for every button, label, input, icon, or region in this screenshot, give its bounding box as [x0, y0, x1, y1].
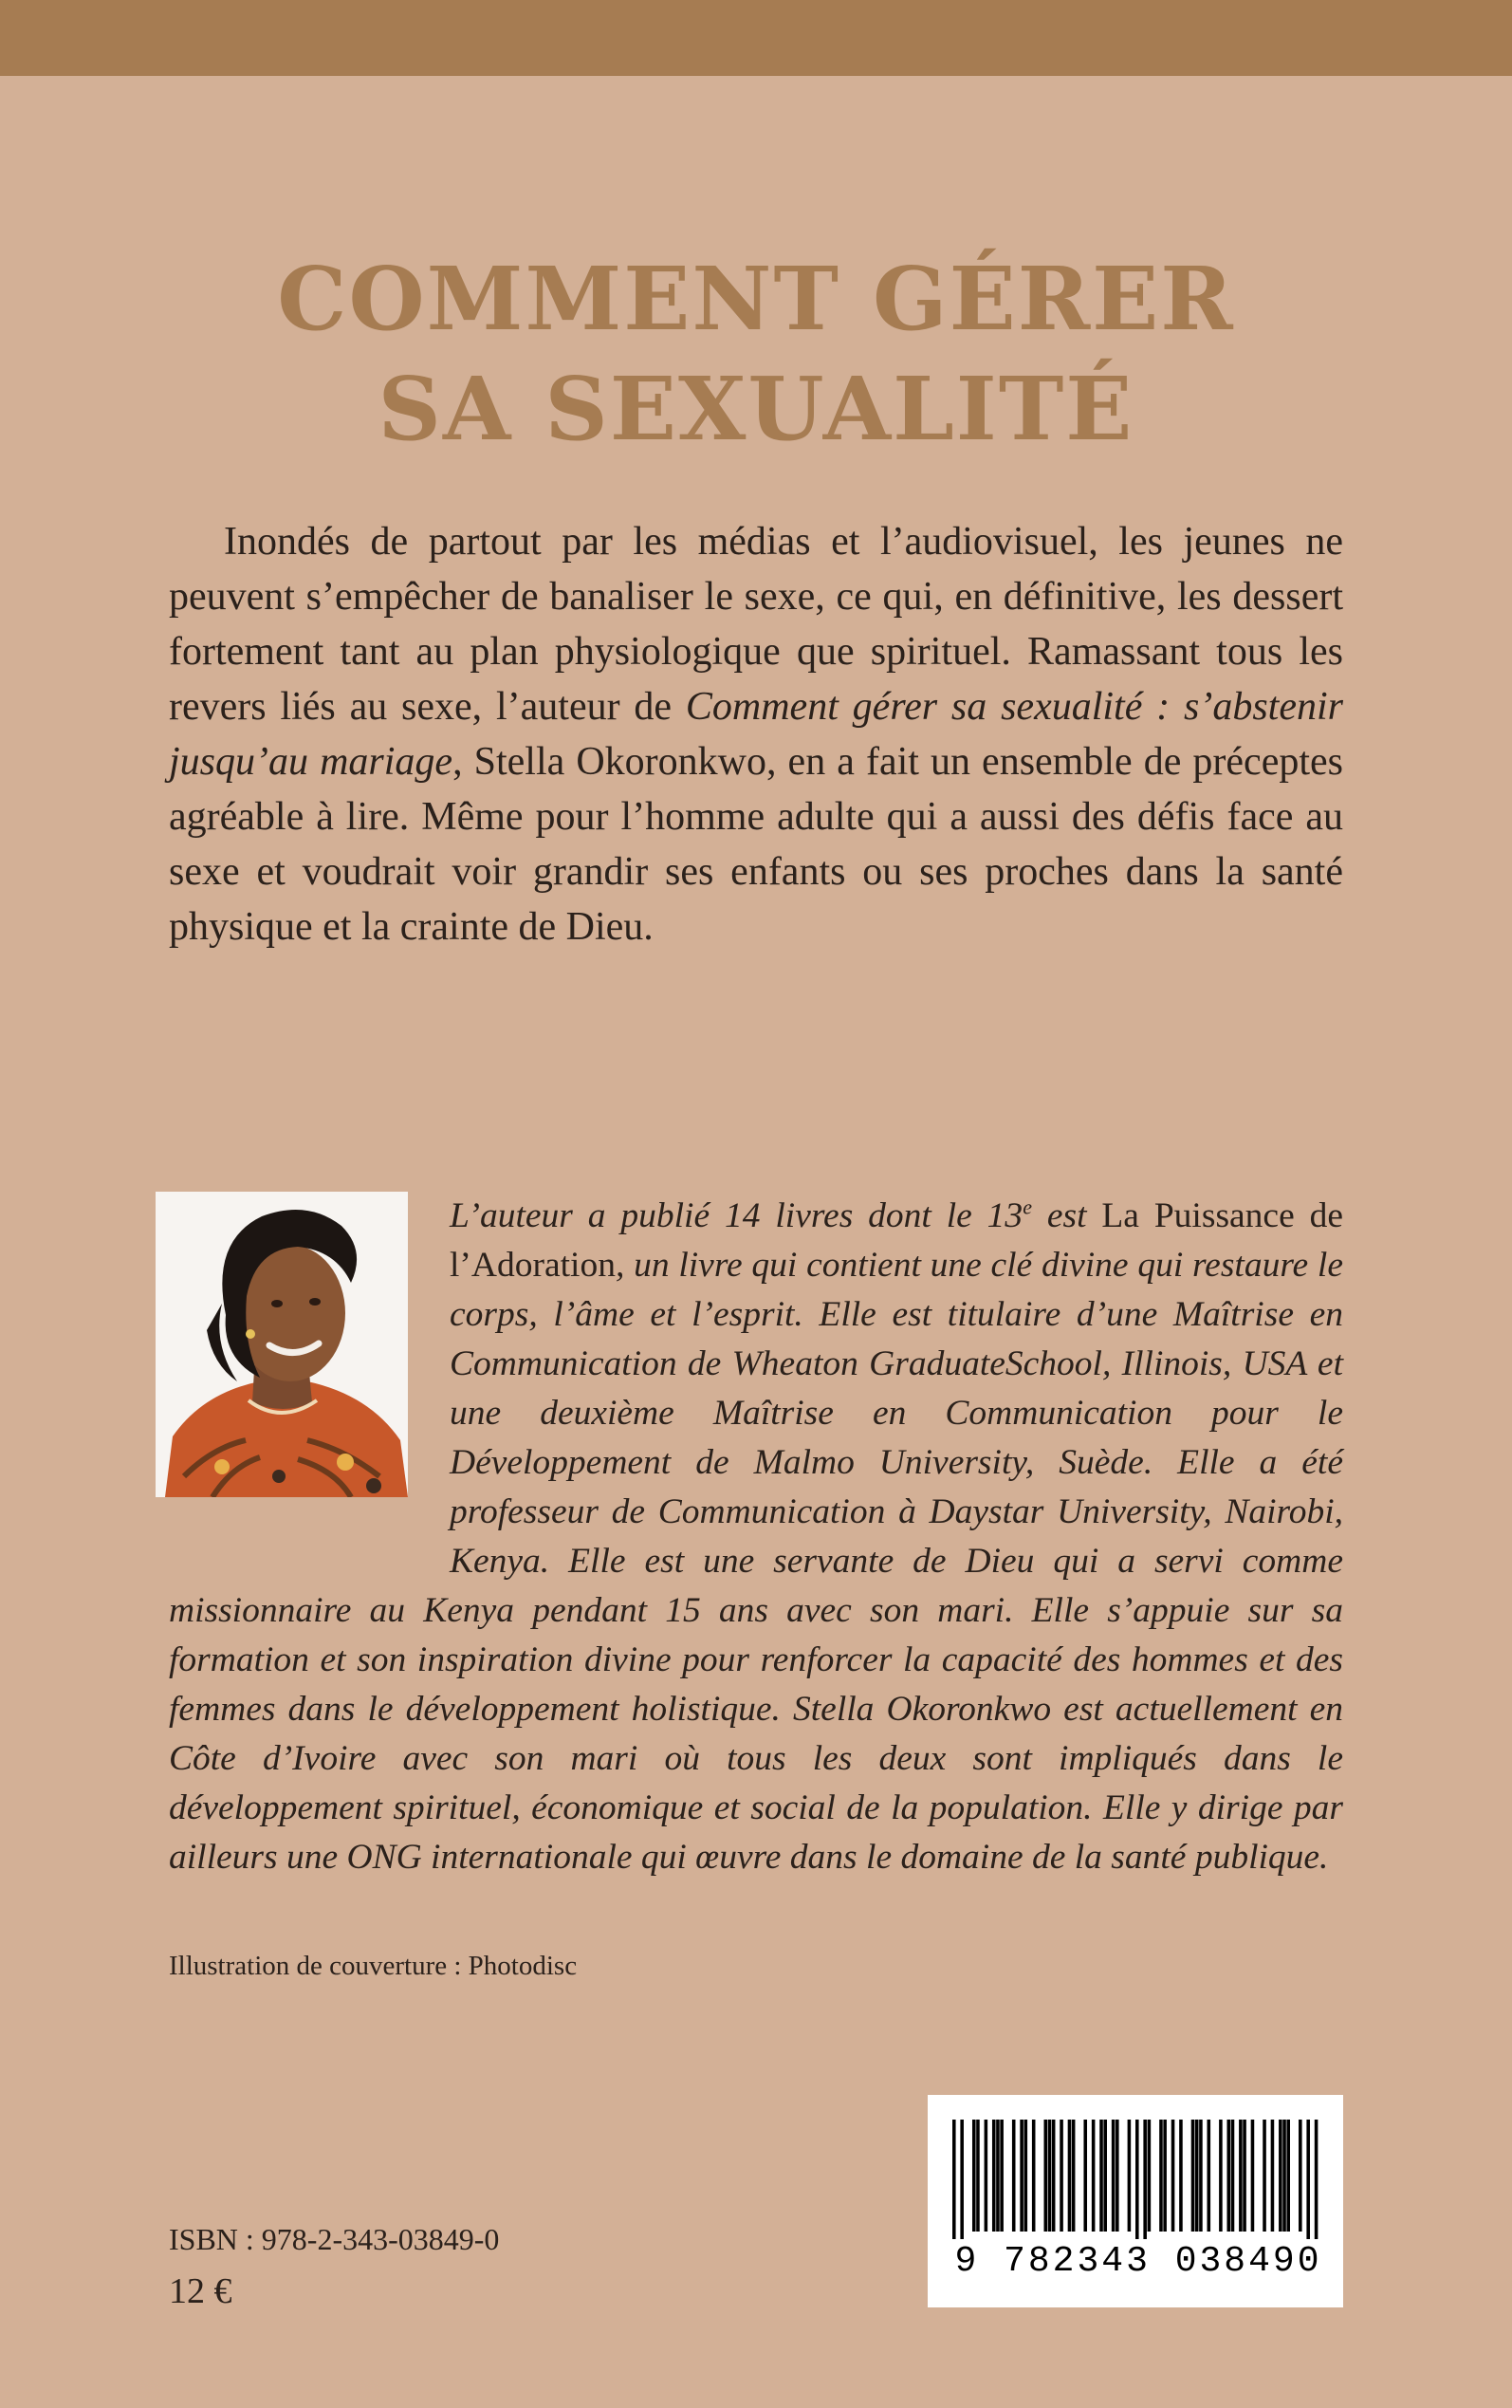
isbn-number: ISBN : 978-2-343-03849-0: [169, 2222, 500, 2256]
barcode-bar: [1279, 2120, 1282, 2232]
title-line-2: SA SEXUALITÉ: [378, 357, 1134, 460]
barcode-bar: [1143, 2120, 1147, 2239]
barcode-bar: [996, 2120, 1000, 2232]
author-photo: [156, 1192, 408, 1497]
barcode-bar: [960, 2120, 964, 2239]
summary-text-2: , Stella Okoronkwo, en a fait un ensemble de préceptes agréable à lire. Même pour l’homme adulte qui a aussi des défis face au sexe et voudrait voir grandir ses enfants ou ses proches dans la santé physique et la crainte de Dieu.: [169, 740, 1343, 949]
barcode-bar: [1271, 2120, 1275, 2232]
barcode-bar: [1068, 2120, 1072, 2232]
barcode-bar: [1263, 2120, 1266, 2232]
cover-illustration-credit: Illustration de couverture : Photodisc: [169, 1951, 578, 1981]
barcode-bar: [1135, 2120, 1139, 2239]
bio-superscript: e: [1023, 1195, 1032, 1219]
barcode-bar: [1179, 2120, 1183, 2232]
barcode: [928, 2095, 1343, 2307]
barcode-bar: [976, 2120, 980, 2232]
bio-book-title: La Puissance de l’Adoration: [450, 1196, 1343, 1285]
barcode-bar: [1060, 2120, 1063, 2232]
barcode-bar: [1032, 2120, 1036, 2232]
barcode-bar: [1024, 2120, 1028, 2232]
book-summary: [169, 514, 1343, 954]
barcode-bar: [1231, 2120, 1235, 2232]
barcode-bar: [1000, 2120, 1004, 2232]
barcode-bar: [1243, 2120, 1246, 2232]
barcode-bar: [1103, 2120, 1107, 2232]
bio-text-2: est: [1031, 1196, 1102, 1235]
barcode-bar: [1128, 2120, 1132, 2232]
barcode-bar: [1227, 2120, 1231, 2232]
bio-text-3: , un livre qui contient une clé divine qui restaure le corps, l’âme et l’esprit. Elle est titulaire d’une Maîtrise en Communication de Wheaton GraduateSchool, Illinois, USA et une deuxième Maîtrise en Communication pour le Développement de Malmo University, Suède. Elle a été professeur de Communication à Daystar University, Nairobi, Kenya. Elle est une servante de Dieu qui a servi comme missionnaire au Kenya pendant 15 ans avec son mari. Elle s’appuie sur sa formation et son inspiration divine pour renforcer la capacité des hommes et des femmes dans le développement holistique. Stella Okoronkwo est actuellement en Côte d’Ivoire avec son mari où tous les deux sont impliqués dans le développement spirituel, économique et social de la population. Elle y dirige par ailleurs une ONG internationale qui œuvre dans le domaine de la santé publique.: [169, 1246, 1343, 1877]
barcode-bar: [1083, 2120, 1087, 2232]
barcode-bar: [1286, 2120, 1290, 2232]
barcode-bar: [1044, 2120, 1048, 2232]
barcode-digits: 9 782343 038490: [954, 2241, 1322, 2282]
barcode-bar: [1072, 2120, 1076, 2232]
barcode-bar: [952, 2120, 956, 2239]
barcode-bar: [1099, 2120, 1103, 2232]
barcode-bar: [985, 2120, 988, 2232]
barcode-bar: [1171, 2120, 1175, 2232]
book-title: [0, 244, 1512, 464]
barcode-bar: [1012, 2120, 1016, 2232]
barcode-bar: [1191, 2120, 1195, 2232]
author-portrait-illustration: [156, 1192, 408, 1497]
barcode-bar: [1239, 2120, 1243, 2232]
summary-book-title: Comment gérer sa sexualité : s’abstenir jusqu’au mariage: [169, 685, 1343, 784]
bio-text-1: L’auteur a publié 14 livres dont le 13: [450, 1196, 1023, 1235]
barcode-bar: [1251, 2120, 1255, 2232]
barcode-bar: [1282, 2120, 1286, 2232]
barcode-bars: [952, 2120, 1318, 2239]
barcode-bar: [1159, 2120, 1163, 2232]
barcode-bar: [1163, 2120, 1167, 2232]
barcode-bar: [1299, 2120, 1302, 2232]
barcode-bar: [1112, 2120, 1116, 2232]
summary-text-1: Inondés de partout par les médias et l’audiovisuel, les jeunes ne peuvent s’empêcher de banaliser le sexe, ce qui, en définitive, les dessert fortement tant au plan physiologique que spirituel. Ramassant tous les revers liés au sexe, l’auteur de: [169, 520, 1343, 729]
barcode-bar: [1048, 2120, 1052, 2232]
barcode-bar: [1306, 2120, 1310, 2239]
barcode-bar: [1052, 2120, 1056, 2232]
barcode-bar: [1199, 2120, 1203, 2232]
book-price: 12 €: [169, 2271, 232, 2311]
top-color-band: [0, 0, 1512, 76]
title-line-1: COMMENT GÉRER: [277, 247, 1235, 350]
barcode-bar: [972, 2120, 976, 2232]
barcode-bar: [1315, 2120, 1318, 2239]
barcode-bar: [1208, 2120, 1211, 2232]
barcode-bar: [1219, 2120, 1223, 2232]
barcode-bar: [1116, 2120, 1119, 2232]
barcode-bar: [1092, 2120, 1096, 2232]
barcode-bar: [1020, 2120, 1023, 2232]
barcode-bar: [992, 2120, 996, 2232]
barcode-bar: [1148, 2120, 1152, 2232]
barcode-bar: [1195, 2120, 1199, 2232]
